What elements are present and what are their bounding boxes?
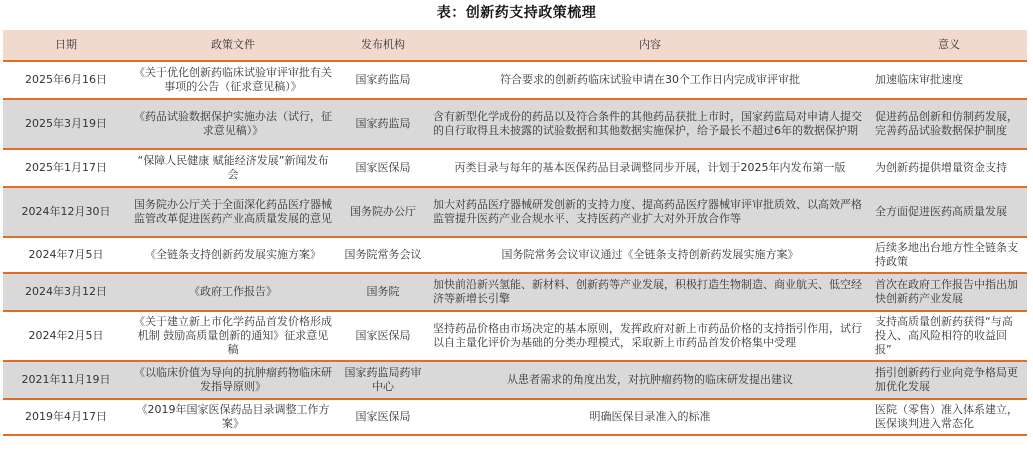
cell-policy-file: 《以临床价值为导向的抗肿瘤药物临床研发指导原则》 [129, 361, 337, 399]
cell-content: 丙类目录与每年的基本医保药品目录调整同步开展，计划于2025年内发布第一版 [429, 149, 871, 187]
cell-issuer: 国家医保局 [337, 311, 429, 361]
policy-table [3, 30, 1027, 436]
cell-significance: 后续多地出台地方性全链条支持政策 [871, 237, 1027, 273]
cell-date: 2024年7月5日 [3, 237, 129, 273]
table-row [3, 61, 1027, 99]
cell-issuer: 国务院 [337, 273, 429, 311]
cell-content: 含有新型化学成份的药品以及符合条件的其他药品获批上市时，国家药监局对申请人提交的自行取得且未披露的试验数据和其他数据实施保护，给予最长不超过6年的数据保护期 [429, 99, 871, 149]
header-issuer: 发布机构 [337, 30, 429, 61]
table-row [3, 237, 1027, 273]
cell-policy-file: “保障人民健康 赋能经济发展”新闻发布会 [129, 149, 337, 187]
table-row [3, 273, 1027, 311]
cell-policy-file: 《药品试验数据保护实施办法（试行，征求意见稿）》 [129, 99, 337, 149]
cell-date: 2024年12月30日 [3, 187, 129, 237]
header-content: 内容 [429, 30, 871, 61]
cell-issuer: 国务院常务会议 [337, 237, 429, 273]
cell-significance: 医院（零售）准入体系建立，医保谈判进入常态化 [871, 399, 1027, 435]
cell-policy-file: 《政府工作报告》 [129, 273, 337, 311]
cell-content: 加大对药品医疗器械研发创新的支持力度、提高药品医疗器械审评审批质效、以高效严格监管提升医药产业合规水平、支持医药产业扩大对外开放合作等 [429, 187, 871, 237]
cell-policy-file: 《关于优化创新药临床试验审评审批有关事项的公告（征求意见稿）》 [129, 61, 337, 99]
cell-significance: 全方面促进医药高质量发展 [871, 187, 1027, 237]
cell-policy-file: 《2019年国家医保药品目录调整工作方案》 [129, 399, 337, 435]
cell-significance: 为创新药提供增量资金支持 [871, 149, 1027, 187]
header-significance: 意义 [871, 30, 1027, 61]
cell-date: 2024年2月5日 [3, 311, 129, 361]
cell-content: 国务院常务会议审议通过《全链条支持创新药发展实施方案》 [429, 237, 871, 273]
table-row [3, 311, 1027, 361]
cell-significance: 加速临床审批速度 [871, 61, 1027, 99]
cell-issuer: 国家药监局 [337, 99, 429, 149]
table-title: 表：创新药支持政策梳理 [436, 5, 597, 21]
header-date: 日期 [3, 30, 129, 61]
cell-issuer: 国家医保局 [337, 399, 429, 435]
cell-date: 2025年1月17日 [3, 149, 129, 187]
cell-date: 2019年4月17日 [3, 399, 129, 435]
cell-significance: 支持高质量创新药获得“与高投入、高风险相符的收益回报” [871, 311, 1027, 361]
cell-issuer: 国务院办公厅 [337, 187, 429, 237]
cell-date: 2021年11月19日 [3, 361, 129, 399]
cell-policy-file: 《关于建立新上市化学药品首发价格形成机制 鼓励高质量创新的通知》征求意见稿 [129, 311, 337, 361]
table-header-row [3, 30, 1027, 61]
cell-date: 2025年3月19日 [3, 99, 129, 149]
header-policy-file: 政策文件 [129, 30, 337, 61]
cell-date: 2025年6月16日 [3, 61, 129, 99]
table-row [3, 187, 1027, 237]
table-row [3, 399, 1027, 435]
cell-policy-file: 国务院办公厅关于全面深化药品医疗器械监管改革促进医药产业高质量发展的意见 [129, 187, 337, 237]
cell-issuer: 国家药监局药审中心 [337, 361, 429, 399]
cell-content: 明确医保目录准入的标准 [429, 399, 871, 435]
cell-content: 坚持药品价格由市场决定的基本原则，发挥政府对新上市药品价格的支持指引作用，试行以自主量化评价为基础的分类办理模式，采取新上市药品首发价格集中受理 [429, 311, 871, 361]
cell-content: 符合要求的创新药临床试验申请在30个工作日内完成审评审批 [429, 61, 871, 99]
cell-date: 2024年3月12日 [3, 273, 129, 311]
cell-policy-file: 《全链条支持创新药发展实施方案》 [129, 237, 337, 273]
table-row [3, 99, 1027, 149]
cell-content: 加快前沿新兴氢能、新材料、创新药等产业发展，积极打造生物制造、商业航天、低空经济等新增长引擎 [429, 273, 871, 311]
cell-issuer: 国家药监局 [337, 61, 429, 99]
cell-content: 从患者需求的角度出发，对抗肿瘤药物的临床研发提出建议 [429, 361, 871, 399]
table-row [3, 149, 1027, 187]
cell-issuer: 国家医保局 [337, 149, 429, 187]
cell-significance: 首次在政府工作报告中指出加快创新药产业发展 [871, 273, 1027, 311]
table-row [3, 361, 1027, 399]
cell-significance: 指引创新药行业向竞争格局更加优化发展 [871, 361, 1027, 399]
cell-significance: 促进药品创新和仿制药发展，完善药品试验数据保护制度 [871, 99, 1027, 149]
